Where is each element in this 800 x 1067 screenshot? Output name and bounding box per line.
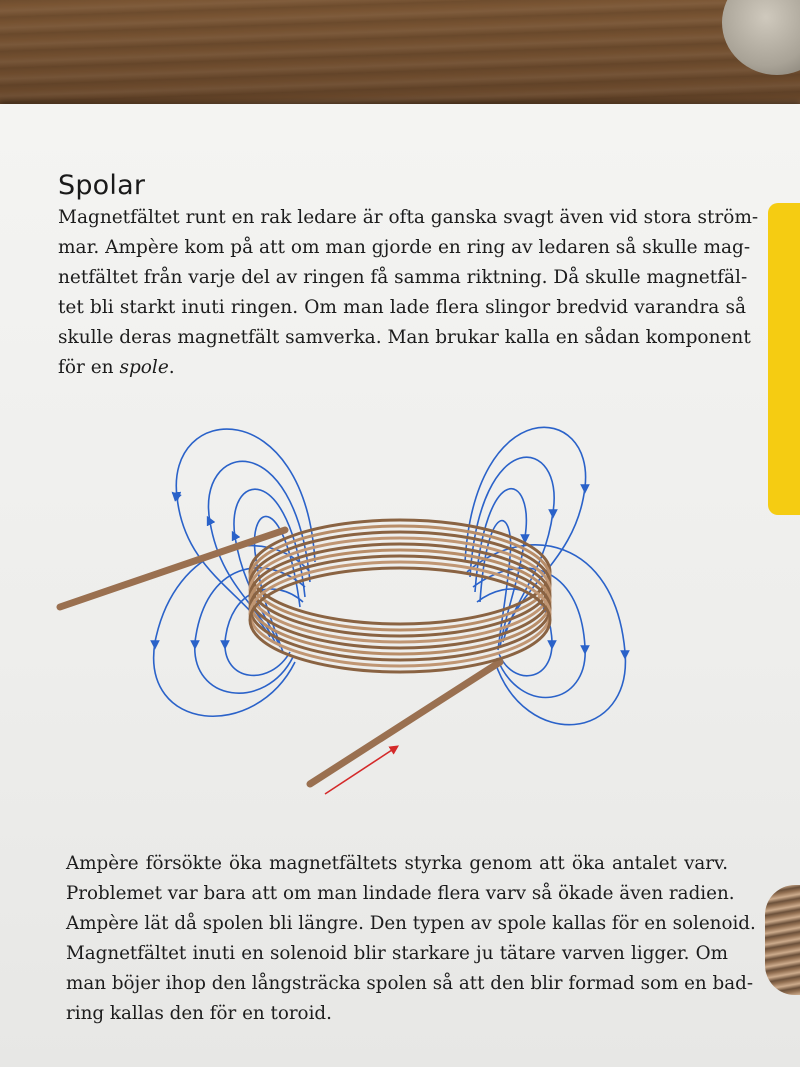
coil-photo-fragment <box>765 885 800 995</box>
text-line: netfältet från varje del av ringen få samma riktning. Då skulle magnetfäl- <box>58 267 748 288</box>
lead-wire-bottom <box>310 662 500 784</box>
text-line: Magnetfältet runt en rak ledare är ofta ganska svagt även vid stora ström- <box>58 207 759 228</box>
text-line: Ampère försökte öka magnetfältets styrka genom att öka antalet varv. <box>66 853 728 874</box>
solenoid-paragraph <box>66 849 756 1029</box>
yellow-margin-box <box>768 203 800 515</box>
intro-paragraph <box>58 203 759 383</box>
text-line: ring kallas den för en toroid. <box>66 1003 332 1024</box>
text-fragment: för en <box>58 357 120 378</box>
text-fragment: . <box>168 357 175 378</box>
text-line <box>58 353 746 383</box>
coil-magnetic-field-figure <box>55 412 645 802</box>
text-line: Magnetfältet inuti en solenoid blir starkare ju tätare varven ligger. Om <box>66 943 728 964</box>
text-line: Ampère lät då spolen bli längre. Den typen av spole kallas för en solenoid. <box>66 913 756 934</box>
text-line: mar. Ampère kom på att om man gjorde en ring av ledaren så skulle mag- <box>58 237 751 258</box>
text-line: skulle deras magnetfält samverka. Man brukar kalla en sådan komponent <box>58 327 751 348</box>
text-line: man böjer ihop den långsträcka spolen så att den blir formad som en bad- <box>66 973 753 994</box>
emphasized-term: spole <box>119 357 169 378</box>
section-heading: Spolar <box>58 170 146 201</box>
text-line: Problemet var bara att om man lindade flera varv så ökade även radien. <box>66 883 735 904</box>
text-line: tet bli starkt inuti ringen. Om man lade flera slingor bredvid varandra så <box>58 297 746 318</box>
